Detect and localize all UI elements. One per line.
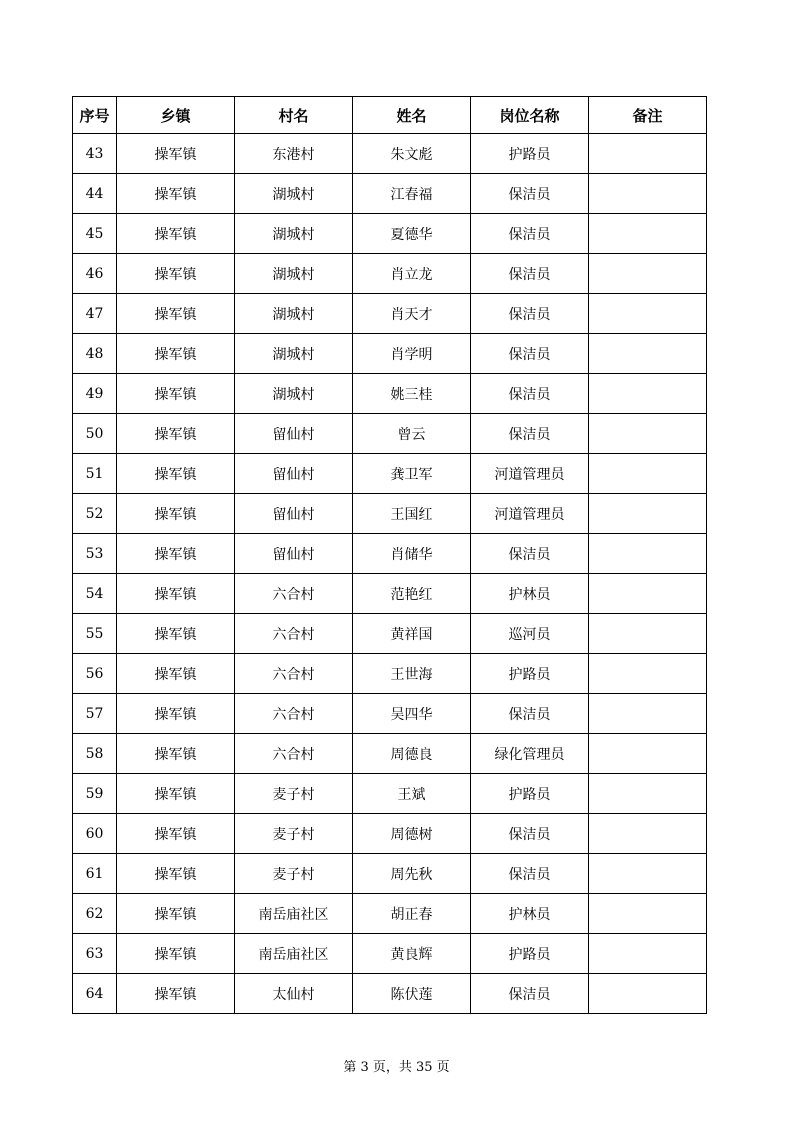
- township-cell: 操军镇: [117, 694, 235, 734]
- index-cell: 57: [73, 694, 117, 734]
- remarks-cell: [589, 934, 707, 974]
- table-row: [73, 214, 707, 254]
- table-row: [73, 454, 707, 494]
- remarks-cell: [589, 774, 707, 814]
- remarks-cell: [589, 734, 707, 774]
- name-cell: 姚三桂: [353, 374, 471, 414]
- index-cell: 64: [73, 974, 117, 1014]
- name-cell: 朱文彪: [353, 134, 471, 174]
- table-row: [73, 894, 707, 934]
- position-cell: 河道管理员: [471, 454, 589, 494]
- table-row: [73, 734, 707, 774]
- table-row: [73, 294, 707, 334]
- position-cell: 护路员: [471, 134, 589, 174]
- header-cell-index: 序号: [73, 97, 117, 134]
- position-cell: 绿化管理员: [471, 734, 589, 774]
- name-cell: 周德树: [353, 814, 471, 854]
- name-cell: 龚卫军: [353, 454, 471, 494]
- index-cell: 56: [73, 654, 117, 694]
- table-row: [73, 414, 707, 454]
- township-cell: 操军镇: [117, 614, 235, 654]
- index-cell: 54: [73, 574, 117, 614]
- header-cell-remarks: 备注: [589, 97, 707, 134]
- village-cell: 南岳庙社区: [235, 934, 353, 974]
- township-cell: 操军镇: [117, 494, 235, 534]
- township-cell: 操军镇: [117, 214, 235, 254]
- position-cell: 河道管理员: [471, 494, 589, 534]
- village-cell: 湖城村: [235, 294, 353, 334]
- township-cell: 操军镇: [117, 374, 235, 414]
- village-cell: 麦子村: [235, 854, 353, 894]
- index-cell: 59: [73, 774, 117, 814]
- name-cell: 周先秋: [353, 854, 471, 894]
- table-row: [73, 134, 707, 174]
- index-cell: 43: [73, 134, 117, 174]
- table-row: [73, 974, 707, 1014]
- position-cell: 护林员: [471, 574, 589, 614]
- index-cell: 60: [73, 814, 117, 854]
- index-cell: 46: [73, 254, 117, 294]
- township-cell: 操军镇: [117, 894, 235, 934]
- name-cell: 吴四华: [353, 694, 471, 734]
- township-cell: 操军镇: [117, 454, 235, 494]
- remarks-cell: [589, 174, 707, 214]
- village-cell: 东港村: [235, 134, 353, 174]
- table-row: [73, 534, 707, 574]
- village-cell: 湖城村: [235, 254, 353, 294]
- village-cell: 留仙村: [235, 534, 353, 574]
- name-cell: 肖天才: [353, 294, 471, 334]
- position-cell: 护路员: [471, 654, 589, 694]
- index-cell: 50: [73, 414, 117, 454]
- remarks-cell: [589, 254, 707, 294]
- village-cell: 湖城村: [235, 374, 353, 414]
- table-row: [73, 934, 707, 974]
- index-cell: 44: [73, 174, 117, 214]
- page-footer: 第 3 页，共 35 页: [343, 1060, 450, 1075]
- village-cell: 湖城村: [235, 334, 353, 374]
- remarks-cell: [589, 294, 707, 334]
- remarks-cell: [589, 974, 707, 1014]
- index-cell: 45: [73, 214, 117, 254]
- index-cell: 62: [73, 894, 117, 934]
- index-cell: 49: [73, 374, 117, 414]
- table-row: [73, 614, 707, 654]
- position-cell: 保洁员: [471, 334, 589, 374]
- position-cell: 保洁员: [471, 814, 589, 854]
- name-cell: 黄良辉: [353, 934, 471, 974]
- name-cell: 肖储华: [353, 534, 471, 574]
- index-cell: 48: [73, 334, 117, 374]
- header-cell-position: 岗位名称: [471, 97, 589, 134]
- name-cell: 曾云: [353, 414, 471, 454]
- name-cell: 胡正春: [353, 894, 471, 934]
- table-row: [73, 574, 707, 614]
- table-row: [73, 374, 707, 414]
- township-cell: 操军镇: [117, 854, 235, 894]
- position-cell: 保洁员: [471, 414, 589, 454]
- remarks-cell: [589, 414, 707, 454]
- village-cell: 六合村: [235, 614, 353, 654]
- township-cell: 操军镇: [117, 654, 235, 694]
- township-cell: 操军镇: [117, 294, 235, 334]
- village-cell: 麦子村: [235, 774, 353, 814]
- name-cell: 王国红: [353, 494, 471, 534]
- table-row: [73, 814, 707, 854]
- position-cell: 保洁员: [471, 254, 589, 294]
- table-row: [73, 174, 707, 214]
- remarks-cell: [589, 534, 707, 574]
- name-cell: 夏德华: [353, 214, 471, 254]
- name-cell: 范艳红: [353, 574, 471, 614]
- header-row: [73, 97, 707, 134]
- position-cell: 保洁员: [471, 374, 589, 414]
- village-cell: 麦子村: [235, 814, 353, 854]
- name-cell: 王斌: [353, 774, 471, 814]
- index-cell: 61: [73, 854, 117, 894]
- table-body: [73, 134, 707, 1014]
- table-row: [73, 494, 707, 534]
- village-cell: 留仙村: [235, 414, 353, 454]
- table-row: [73, 254, 707, 294]
- index-cell: 47: [73, 294, 117, 334]
- township-cell: 操军镇: [117, 774, 235, 814]
- township-cell: 操军镇: [117, 974, 235, 1014]
- position-cell: 保洁员: [471, 694, 589, 734]
- village-cell: 太仙村: [235, 974, 353, 1014]
- position-cell: 巡河员: [471, 614, 589, 654]
- village-cell: 留仙村: [235, 454, 353, 494]
- name-cell: 周德良: [353, 734, 471, 774]
- remarks-cell: [589, 694, 707, 734]
- township-cell: 操军镇: [117, 734, 235, 774]
- table-row: [73, 774, 707, 814]
- township-cell: 操军镇: [117, 534, 235, 574]
- position-cell: 护路员: [471, 934, 589, 974]
- remarks-cell: [589, 374, 707, 414]
- village-cell: 南岳庙社区: [235, 894, 353, 934]
- table-row: [73, 854, 707, 894]
- position-cell: 保洁员: [471, 974, 589, 1014]
- remarks-cell: [589, 454, 707, 494]
- index-cell: 51: [73, 454, 117, 494]
- village-cell: 六合村: [235, 734, 353, 774]
- township-cell: 操军镇: [117, 934, 235, 974]
- township-cell: 操军镇: [117, 574, 235, 614]
- table-row: [73, 654, 707, 694]
- position-cell: 护路员: [471, 774, 589, 814]
- header-cell-name: 姓名: [353, 97, 471, 134]
- position-cell: 保洁员: [471, 214, 589, 254]
- township-cell: 操军镇: [117, 814, 235, 854]
- name-cell: 肖立龙: [353, 254, 471, 294]
- remarks-cell: [589, 494, 707, 534]
- index-cell: 55: [73, 614, 117, 654]
- village-cell: 六合村: [235, 694, 353, 734]
- village-cell: 湖城村: [235, 214, 353, 254]
- remarks-cell: [589, 894, 707, 934]
- name-cell: 黄祥国: [353, 614, 471, 654]
- village-cell: 湖城村: [235, 174, 353, 214]
- remarks-cell: [589, 814, 707, 854]
- village-cell: 六合村: [235, 574, 353, 614]
- remarks-cell: [589, 854, 707, 894]
- index-cell: 63: [73, 934, 117, 974]
- township-cell: 操军镇: [117, 174, 235, 214]
- township-cell: 操军镇: [117, 334, 235, 374]
- name-cell: 肖学明: [353, 334, 471, 374]
- index-cell: 58: [73, 734, 117, 774]
- township-cell: 操军镇: [117, 134, 235, 174]
- remarks-cell: [589, 574, 707, 614]
- header-cell-village: 村名: [235, 97, 353, 134]
- table-row: [73, 694, 707, 734]
- name-cell: 王世海: [353, 654, 471, 694]
- remarks-cell: [589, 214, 707, 254]
- position-cell: 保洁员: [471, 854, 589, 894]
- table-row: [73, 334, 707, 374]
- header-cell-township: 乡镇: [117, 97, 235, 134]
- remarks-cell: [589, 654, 707, 694]
- position-cell: 护林员: [471, 894, 589, 934]
- remarks-cell: [589, 614, 707, 654]
- village-cell: 留仙村: [235, 494, 353, 534]
- name-cell: 江春福: [353, 174, 471, 214]
- township-cell: 操军镇: [117, 254, 235, 294]
- village-cell: 六合村: [235, 654, 353, 694]
- roster-table: [72, 96, 707, 1014]
- index-cell: 52: [73, 494, 117, 534]
- index-cell: 53: [73, 534, 117, 574]
- position-cell: 保洁员: [471, 174, 589, 214]
- name-cell: 陈伏莲: [353, 974, 471, 1014]
- position-cell: 保洁员: [471, 534, 589, 574]
- remarks-cell: [589, 134, 707, 174]
- township-cell: 操军镇: [117, 414, 235, 454]
- position-cell: 保洁员: [471, 294, 589, 334]
- remarks-cell: [589, 334, 707, 374]
